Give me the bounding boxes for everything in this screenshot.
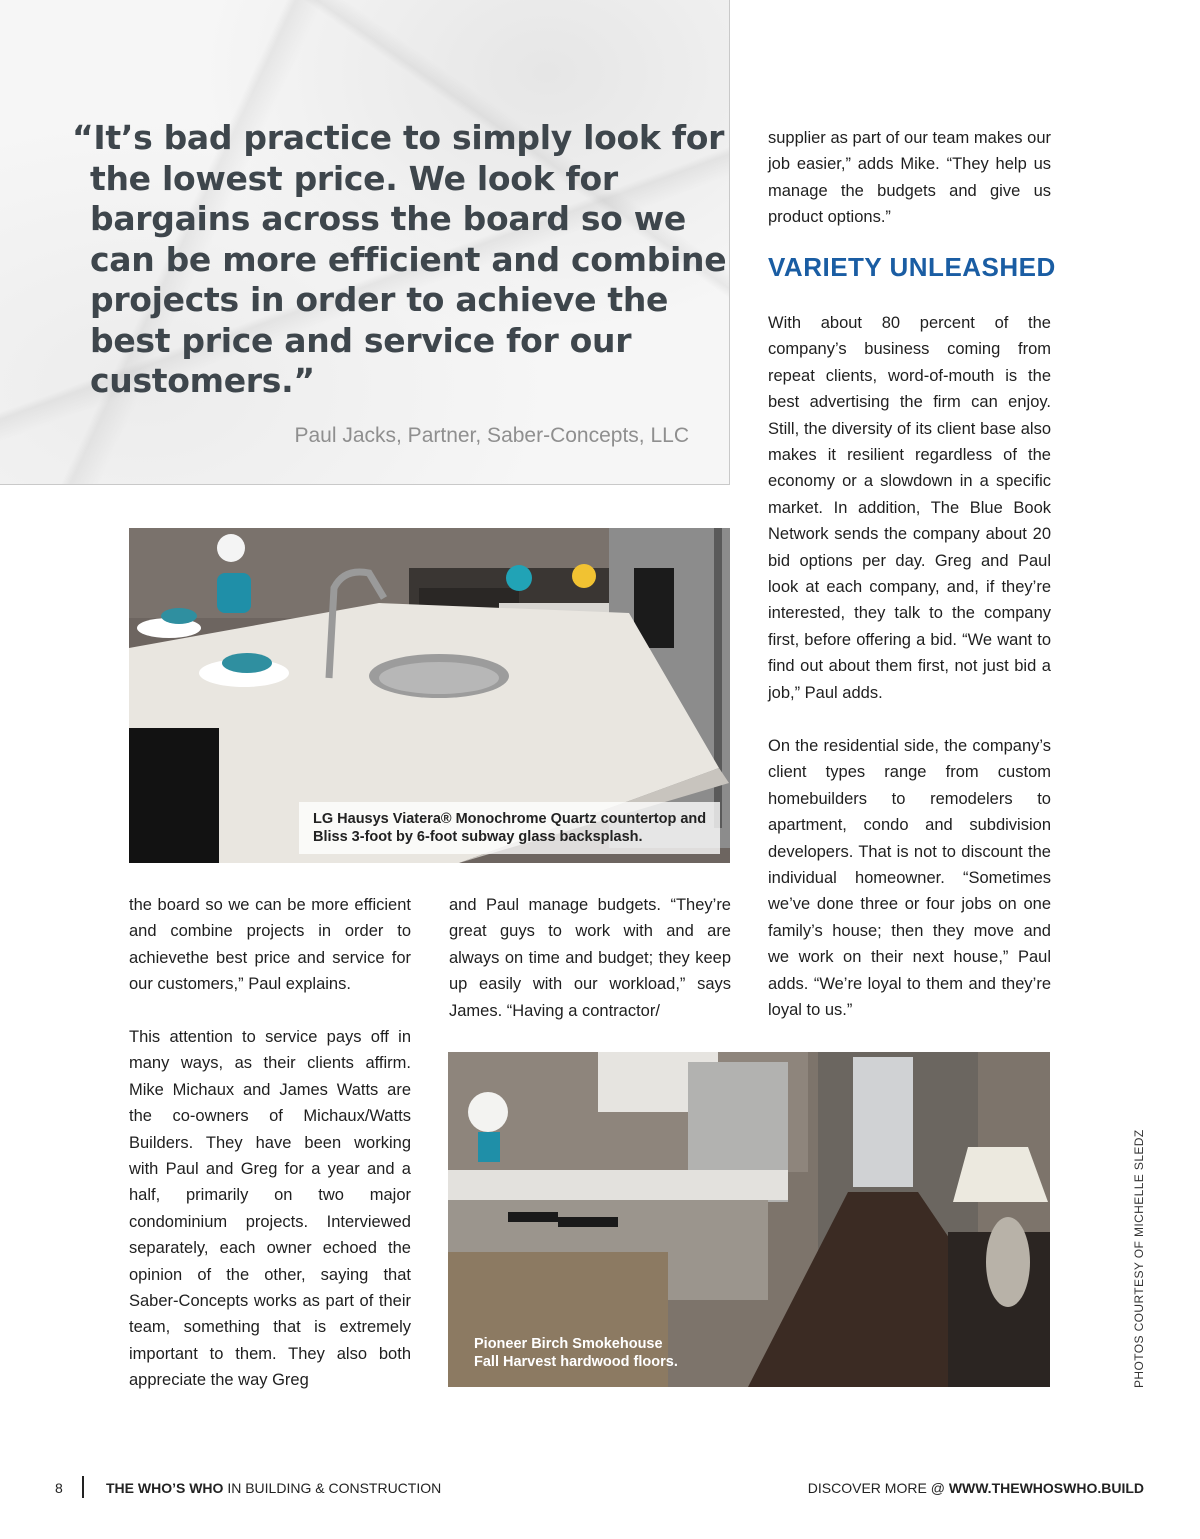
- publication-name-rest: IN BUILDING & CONSTRUCTION: [223, 1480, 442, 1496]
- discover-prefix: DISCOVER MORE @: [807, 1480, 949, 1496]
- pull-quote-box: [0, 0, 730, 485]
- right-column-intro: supplier as part of our team makes our job easier,” adds Mike. “They help us manage the budgets and give us product options.”: [768, 129, 1051, 227]
- living-caption-line-1: Pioneer Birch Smokehouse: [474, 1336, 663, 1352]
- footer-divider: [82, 1476, 84, 1498]
- living-photo-caption: [474, 1335, 678, 1371]
- living-caption-line-2: Fall Harvest hardwood floors.: [474, 1354, 678, 1370]
- discover-more: [808, 1480, 1144, 1496]
- publication-name: [106, 1480, 441, 1496]
- publication-name-bold: THE WHO’S WHO: [106, 1480, 224, 1496]
- pull-quote-attribution: Paul Jacks, Partner, Saber-Concepts, LLC: [294, 424, 689, 447]
- section-heading: VARIETY UNLEASHED: [768, 252, 1056, 282]
- middle-column-paragraph: and Paul manage budgets. “They’re great guys to work with and are always on time and budget; they keep up easily with our workload,” says James. “Having a contractor/: [449, 896, 731, 1020]
- page-number: 8: [55, 1480, 63, 1496]
- right-column-paragraph-2: On the residential side, the company’s client types range from custom homebuilders to remodelers to apartment, condo and subdivision developers. That is not to discount the individual homeowner. “Sometimes we’ve done three or four jobs on one family’s house; then they move and we work on their next house,” Paul adds. “We’re loyal to them and they’re loyal to us.”: [768, 737, 1051, 1020]
- kitchen-countertop-photo: [129, 528, 730, 863]
- kitchen-photo-caption: [299, 802, 720, 854]
- kitchen-caption-line-1: LG Hausys Viatera® Monochrome Quartz countertop and: [313, 811, 707, 827]
- left-column-paragraph-2: This attention to service pays off in many ways, as their clients affirm. Mike Michaux and James Watts are the co-owners of Michaux/Watts Builders. They have been working with Paul and Greg for a year and a half, primarily on two major condominium projects. Interviewed separately, each owner echoed the opinion of the other, saying that Saber-Concepts works as part of their team, something that is extremely important to them. They also both appreciate the way Greg: [129, 1028, 411, 1390]
- website-link[interactable]: WWW.THEWHOSWHO.BUILD: [948, 1480, 1144, 1496]
- left-column-paragraph-1: the board so we can be more efficient and combine projects in order to achievethe best price and service for our customers,” Paul explains.: [129, 896, 411, 994]
- right-column-paragraph-1: With about 80 percent of the company’s business coming from repeat clients, word-of-mouth is the best advertising the firm can enjoy. Still, the diversity of its client base also makes it resilient regardless of the economy or a slowdown in a specific market. In addition, The Blue Book Network sends the company about 20 bid options per day. Greg and Paul look at each company, and, if they’re interested, they talk to the company first, before offering a bid. “We want to find out about them first, not just bid a job,” Paul adds.: [768, 314, 1051, 702]
- photo-credit: PHOTOS COURTESY OF MICHELLE SLEDZ: [1132, 1129, 1146, 1388]
- kitchen-caption-line-2: Bliss 3-foot by 6-foot subway glass backsplash.: [313, 829, 643, 845]
- living-room-floor-photo: [448, 1052, 1050, 1387]
- page-footer: [0, 1476, 1200, 1502]
- pull-quote-text: “It’s bad practice to simply look for the lowest price. We look for bargains across the board so we can be more efficient and combine projects in order to achieve the best price and service for our customers.”: [72, 118, 727, 400]
